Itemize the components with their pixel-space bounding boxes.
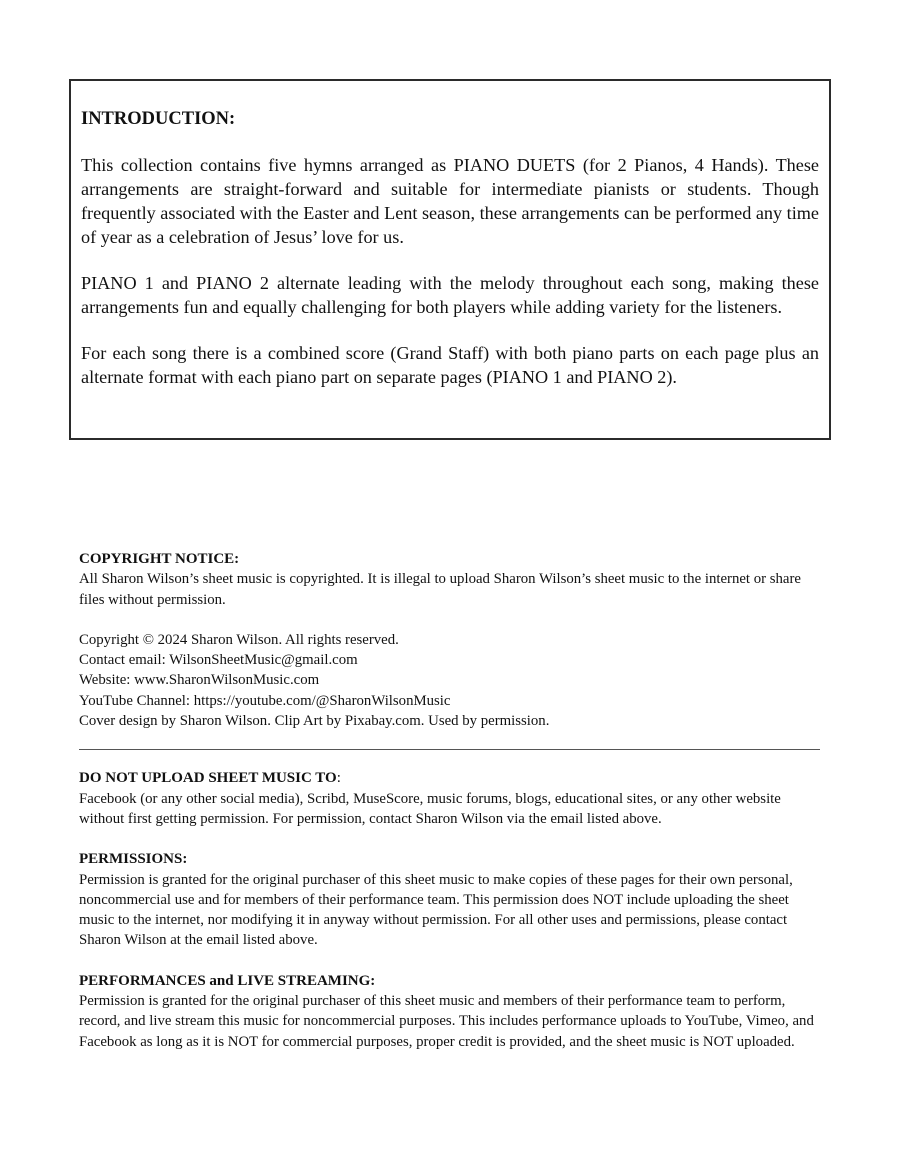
- section-divider: [79, 749, 820, 750]
- contact-block: [79, 630, 823, 731]
- do-not-upload-heading-text: DO NOT UPLOAD SHEET MUSIC TO: [79, 770, 337, 787]
- permissions-section: [79, 849, 823, 950]
- do-not-upload-heading: [79, 768, 823, 788]
- notice-section: [79, 549, 823, 1072]
- do-not-upload-body: Facebook (or any other social media), Scribd, MuseScore, music forums, blogs, educational sites, or any other website without first getting permission. For permission, contact Sharon Wilson via the email listed above.: [79, 790, 781, 827]
- contact-email: Contact email: WilsonSheetMusic@gmail.com: [79, 652, 358, 669]
- cover-credit: Cover design by Sharon Wilson. Clip Art by Pixabay.com. Used by permission.: [79, 713, 550, 730]
- introduction-paragraph-1: This collection contains five hymns arranged as PIANO DUETS (for 2 Pianos, 4 Hands). These arrangements are straight-forward and suitable for intermediate pianists or students. Though frequently associated with the Easter and Lent season, these arrangements can be performed any time of year as a celebration of Jesus’ love for us.: [81, 155, 819, 247]
- permissions-heading: PERMISSIONS:: [79, 851, 188, 868]
- introduction-paragraph-3: For each song there is a combined score (Grand Staff) with both piano parts on each page plus an alternate format with each piano part on separate pages (PIANO 1 and PIANO 2).: [81, 343, 819, 387]
- performances-section: [79, 971, 823, 1052]
- copyright-notice: [79, 549, 823, 731]
- youtube-channel: YouTube Channel: https://youtube.com/@SharonWilsonMusic: [79, 692, 451, 709]
- performances-body: Permission is granted for the original purchaser of this sheet music and members of their performance team to perform, record, and live stream this music for noncommercial purposes. This includes performance uploads to YouTube, Vimeo, and Facebook as long as it is NOT for commercial purposes, proper credit is provided, and the sheet music is NOT uploaded.: [79, 993, 814, 1050]
- copyright-body: All Sharon Wilson’s sheet music is copyrighted. It is illegal to upload Sharon Wilson’s sheet music to the internet or share files without permission.: [79, 571, 801, 608]
- introduction-paragraph-2: PIANO 1 and PIANO 2 alternate leading with the melody throughout each song, making these arrangements fun and equally challenging for both players while adding variety for the listeners.: [81, 273, 819, 317]
- permissions-body: Permission is granted for the original purchaser of this sheet music to make copies of these pages for their own personal, noncommercial use and for members of their performance team. This permission does NOT include uploading the sheet music to the internet, nor modifying it in anyway without permission. For all other uses and permissions, please contact Sharon Wilson at the email listed above.: [79, 871, 793, 949]
- introduction-box: [69, 79, 831, 440]
- do-not-upload-section: [79, 768, 823, 829]
- do-not-upload-colon: :: [336, 770, 341, 787]
- copyright-line: Copyright © 2024 Sharon Wilson. All rights reserved.: [79, 631, 399, 648]
- website: Website: www.SharonWilsonMusic.com: [79, 672, 320, 689]
- performances-heading: PERFORMANCES and LIVE STREAMING:: [79, 972, 376, 989]
- introduction-heading: INTRODUCTION:: [81, 109, 236, 129]
- copyright-heading: COPYRIGHT NOTICE:: [79, 551, 240, 567]
